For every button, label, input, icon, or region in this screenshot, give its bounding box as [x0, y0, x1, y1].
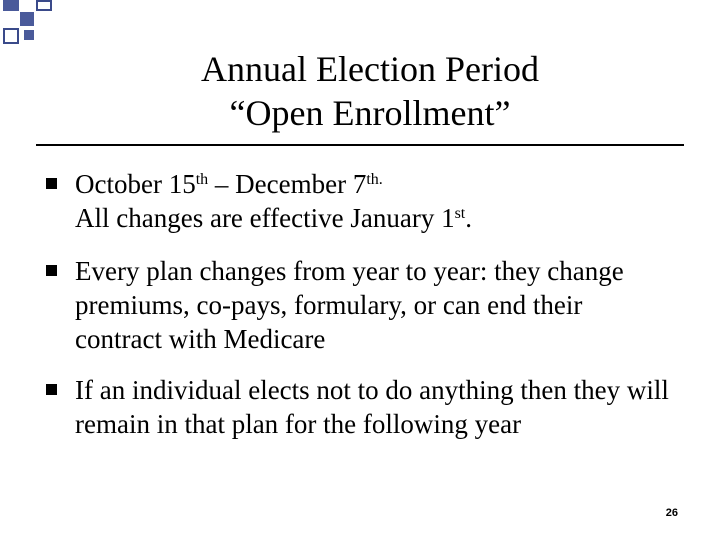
bullet-square-icon — [46, 384, 57, 395]
bullet-item — [46, 373, 676, 441]
superscript: th. — [366, 171, 383, 188]
bullet-item — [46, 254, 676, 356]
decor-square — [20, 12, 34, 26]
superscript: st — [454, 205, 466, 222]
bullet-text: Every plan changes from year to year: they change premiums, co-pays, formulary, or can end their contract with Medicare — [75, 256, 624, 354]
decor-square — [24, 30, 34, 40]
bullet-text — [75, 167, 676, 235]
decor-square — [36, 0, 52, 11]
bullet-text-part: October 15 — [75, 169, 196, 199]
bullet-square-icon — [46, 178, 57, 189]
slide-number: 26 — [665, 507, 678, 519]
bullet-text: If an individual elects not to do anything then they will remain in that plan for the following year — [75, 375, 669, 439]
decor-square — [3, 0, 19, 11]
title-line-2: “Open Enrollment” — [229, 93, 511, 133]
bullet-text-part: – December 7 — [208, 169, 367, 199]
decor-square — [3, 28, 19, 44]
bullet-item — [46, 167, 676, 235]
bullet-text-part: . — [465, 203, 472, 233]
title-divider — [36, 144, 684, 146]
bullet-square-icon — [46, 265, 57, 276]
title-line-1: Annual Election Period — [201, 49, 539, 89]
superscript: th — [195, 171, 209, 188]
slide-title — [120, 47, 620, 135]
bullet-text-part: All changes are effective January 1 — [75, 203, 455, 233]
